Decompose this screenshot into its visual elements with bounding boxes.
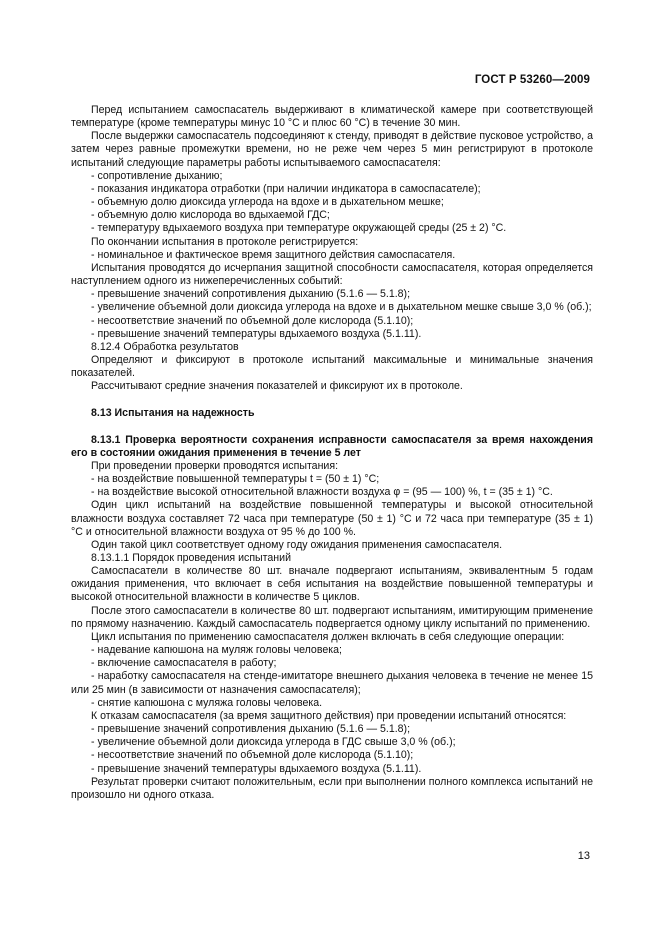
document-body <box>71 104 593 802</box>
paragraph: К отказам самоспасателя (за время защитного действия) при проведении испытаний относятся: <box>91 709 567 722</box>
section-heading: 8.13 Испытания на надежность <box>91 407 255 420</box>
list-item: - превышение значений сопротивления дыханию (5.1.6 — 5.1.8); <box>91 288 411 301</box>
paragraph: Результат проверки считают положительным, если при выполнении полного комплекса испытаний не произошло ни одного отказа. <box>71 775 593 801</box>
list-item: - снятие капюшона с муляжа головы человека. <box>91 696 323 709</box>
paragraph: Рассчитывают средние значения показателей и фиксируют их в протоколе. <box>91 380 463 393</box>
list-item: - превышение значений сопротивления дыханию (5.1.6 — 5.1.8); <box>91 723 411 736</box>
list-item: - показания индикатора отработки (при наличии индикатора в самоспасателе); <box>91 182 481 195</box>
paragraph: Цикл испытания по применению самоспасателя должен включать в себя следующие операции: <box>91 630 565 643</box>
paragraph: Один такой цикл соответствует одному году ожидания применения самоспасателя. <box>91 538 503 551</box>
list-item: - увеличение объемной доли диоксида углерода в ГДС свыше 3,0 % (об.); <box>91 736 456 749</box>
list-item: - превышение значений температуры вдыхаемого воздуха (5.1.11). <box>91 327 422 340</box>
paragraph: По окончании испытания в протоколе регистрируется: <box>91 235 359 248</box>
page-number: 13 <box>577 850 590 862</box>
list-item: - надевание капюшона на муляж головы человека; <box>91 644 342 657</box>
subsection-heading: 8.13.1.1 Порядок проведения испытаний <box>91 552 291 564</box>
subsection-heading: 8.12.4 Обработка результатов <box>91 340 239 353</box>
paragraph: После выдержки самоспасатель подсоединяют к стенду, приводят в действие пусковое устройство, а затем через равные промежутки времени, но не реже чем через 5 мин регистрируют в протоколе испытаний следующие параметры работы испытываемого самоспасателя: <box>71 130 593 169</box>
paragraph: После этого самоспасатели в количестве 80 шт. подвергают испытаниям, имитирующим применение по прямому назначению. Каждый самоспасатель подвергается одному циклу испытаний по применению. <box>71 604 593 630</box>
subsection-heading: 8.13.1 Проверка вероятности сохранения исправности самоспасателя за время нахождения его в состоянии ожидания применения в течение 5 лет <box>71 433 593 459</box>
list-item: - превышение значений температуры вдыхаемого воздуха (5.1.11). <box>91 762 422 775</box>
list-item: - включение самоспасателя в работу; <box>91 657 277 670</box>
list-item: - несоответствие значений по объемной доле кислорода (5.1.10); <box>91 314 414 327</box>
list-item: - температуру вдыхаемого воздуха при температуре окружающей среды (25 ± 2) °С. <box>91 222 507 235</box>
paragraph: Самоспасатели в количестве 80 шт. вначале подвергают испытаниям, эквивалентным 5 годам ожидания применения, что включает в себя испытания на воздействие повышенной температуры и высокой относительной влажности в количестве 5 циклов. <box>71 565 593 604</box>
paragraph: Один цикл испытаний на воздействие повышенной температуры и высокой относительной влажности воздуха составляет 72 часа при температуре (50 ± 1) °С и 72 часа при температуре (35 ± 1) °С и относительной влажности воздуха от 95 % до 100 %. <box>71 499 593 538</box>
list-item: - несоответствие значений по объемной доле кислорода (5.1.10); <box>91 749 414 762</box>
document-id: ГОСТ Р 53260—2009 <box>474 74 590 86</box>
paragraph: Испытания проводятся до исчерпания защитной способности самоспасателя, которая определяется наступлением одного из нижеперечисленных событий: <box>71 261 593 288</box>
paragraph: Перед испытанием самоспасатель выдерживают в климатической камере при соответствующей температуре (кроме температуры минус 10 °С и плюс 60 °С) в течение 30 мин. <box>71 104 593 130</box>
list-item: - объемную долю кислорода во вдыхаемой ГДС; <box>91 209 330 222</box>
list-item: - наработку самоспасателя на стенде-имитаторе внешнего дыхания человека в течение не менее 15 или 25 мин (в зависимости от назначения самоспасателя); <box>71 670 593 696</box>
list-item: - сопротивление дыханию; <box>91 169 223 182</box>
paragraph: Определяют и фиксируют в протоколе испытаний максимальные и минимальные значения показателей. <box>71 353 593 380</box>
list-item: - объемную долю диоксида углерода на вдохе и в дыхательном мешке; <box>91 196 444 209</box>
paragraph: При проведении проверки проводятся испытания: <box>91 459 339 472</box>
list-item: - на воздействие повышенной температуры t = (50 ± 1) °С; <box>91 473 380 486</box>
list-item: - на воздействие высокой относительной влажности воздуха φ = (95 — 100) %, t = (35 ± 1) °С. <box>91 486 553 499</box>
list-item: - номинальное и фактическое время защитного действия самоспасателя. <box>91 248 456 261</box>
list-item: - увеличение объемной доли диоксида углерода на вдохе и в дыхательном мешке свыше 3,0 % (об.); <box>91 301 592 314</box>
